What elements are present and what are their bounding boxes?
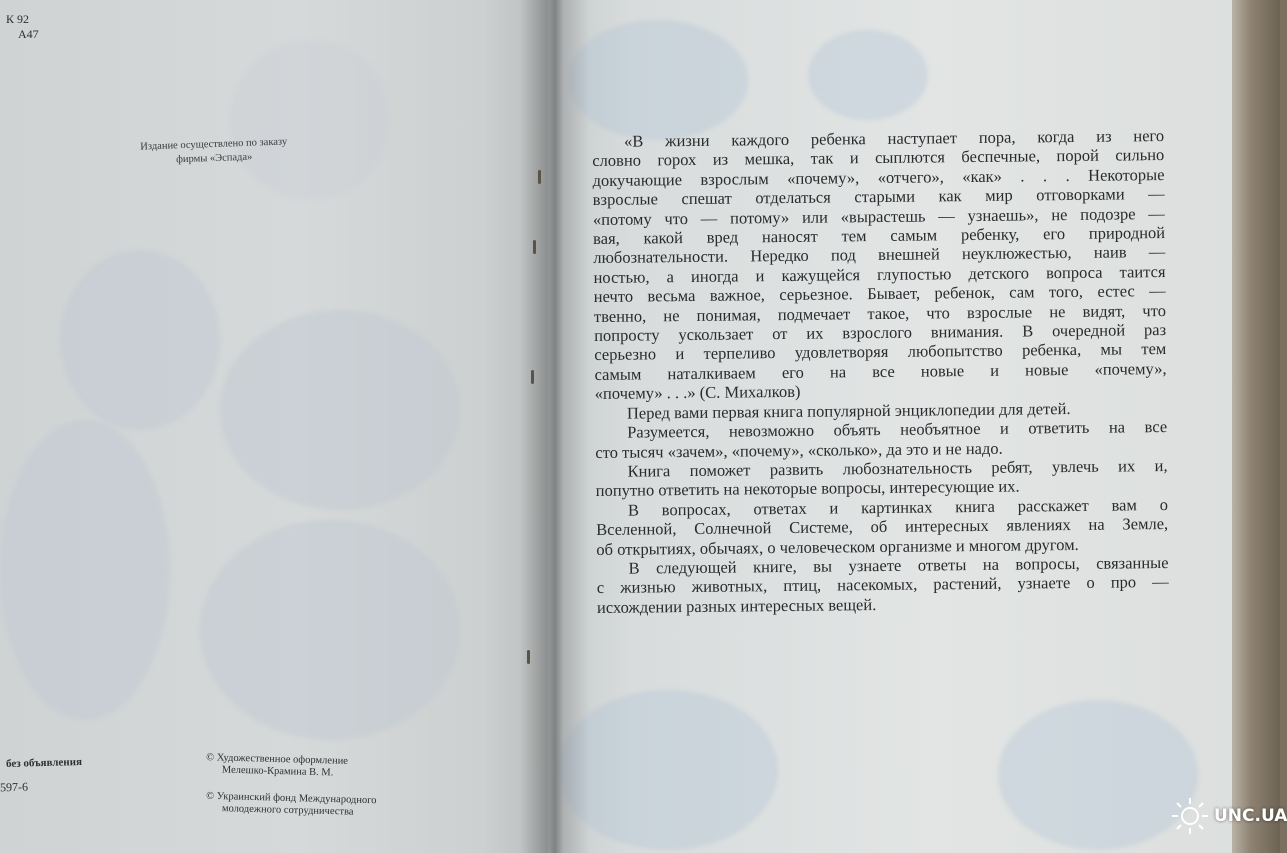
text-line: исхождении разных интересных вещей. <box>596 594 877 617</box>
faded-illustration <box>200 520 460 740</box>
copyright-line: молодежного сотрудничества <box>221 803 354 818</box>
faded-illustration <box>230 40 390 200</box>
text-line: Вселенной, Солнечной Системе, об интересных явлениях на Земле, <box>596 514 1169 540</box>
text-line: Перед вами первая книга популярной энциклопедии для детей. <box>626 398 1071 423</box>
text-line: самым наталкиваем его на все новые и новые «почему», <box>594 358 1167 384</box>
copyright-line: © Художественное оформление <box>206 752 349 767</box>
no-announcement-label: без объявления <box>5 756 83 770</box>
watermark-text: UNC.UA <box>1214 806 1287 826</box>
faded-illustration <box>558 690 778 850</box>
text-line: с жизнью животных, птиц, насекомых, растений, узнаете о про — <box>596 572 1169 598</box>
isbn-fragment: 597-6 <box>0 779 29 795</box>
faded-illustration <box>808 30 928 120</box>
staple <box>527 650 530 664</box>
text-line: взрослые спешат отделаться старыми как мир отговорками — <box>592 184 1165 210</box>
paragraph <box>596 495 1169 559</box>
paragraph <box>592 126 1167 404</box>
book-spine <box>520 0 590 853</box>
faded-illustration <box>0 420 170 720</box>
text-line: Разумеется, невозможно объять необъятное и ответить на все <box>627 417 1168 442</box>
text-line: «почему» . . .» (С. Михалков) <box>594 382 801 404</box>
text-line: докучающие взрослым «почему», «отчего», «как» . . . Некоторые <box>592 164 1165 190</box>
text-line: серьезно и терпеливо удовлетворяя любопытство ребенка, мы тем <box>594 339 1167 365</box>
left-page <box>0 0 548 853</box>
copyright-fund <box>206 791 377 819</box>
text-line: нечто весьма важное, серьезное. Бывает, ребенок, сам того, естес — <box>593 281 1166 307</box>
catalog-code: К 92 <box>6 12 30 26</box>
copyright-line: Мелешко-Крамина В. М. <box>221 764 334 779</box>
copyright-line: © Украинский фонд Международного <box>206 790 377 807</box>
staple <box>538 170 541 184</box>
text-line: об открытиях, обычаях, о человеческом организме и многом другом. <box>596 534 1079 559</box>
text-line: В вопросах, ответах и картинках книга расскажет вам о <box>627 494 1169 520</box>
staple <box>533 240 536 254</box>
text-line: «потому что — потому» или «вырастешь — узнаешь», не подозре — <box>592 203 1165 229</box>
text-line: В следующей книге, вы узнаете ответы на вопросы, связанные <box>628 552 1169 578</box>
faded-illustration <box>568 20 748 140</box>
preface-text <box>592 126 1169 617</box>
site-watermark <box>1170 796 1287 836</box>
faded-illustration <box>220 310 460 510</box>
text-line: словно горох из мешка, так и сыплются беспечные, порой сильно <box>592 145 1165 171</box>
text-line: попросту ускользает от их взрослого внимания. В очередной раз <box>594 320 1167 346</box>
text-line: любознательности. Нередко под внешней неуклюжестью, наив — <box>593 242 1166 268</box>
catalog-subcode: А47 <box>18 27 39 41</box>
faded-illustration <box>998 700 1198 850</box>
paragraph <box>595 417 1167 462</box>
order-note-line: Издание осуществлено по заказу <box>140 136 288 153</box>
copyright-art <box>206 752 348 780</box>
sun-icon <box>1170 796 1210 836</box>
staple <box>531 370 534 384</box>
order-note-line: фирмы «Эспада» <box>175 151 253 166</box>
paragraph <box>596 553 1169 617</box>
table-surface <box>1232 0 1280 853</box>
text-line: вая, какой вред наносят тем самым ребенку, его природной <box>593 223 1166 249</box>
faded-illustration <box>60 250 220 430</box>
text-line: «В жизни каждого ребенка наступает пора, когда из него <box>623 126 1165 151</box>
text-line: твенно, не понимая, подмечает такое, что взрослые не видят, что <box>593 300 1166 326</box>
paragraph <box>595 456 1167 501</box>
text-line: сто тысяч «зачем», «почему», «сколько», да это и не надо. <box>595 438 1003 462</box>
text-line: ностью, а иногда и кажущейся глупостью детского вопроса таится <box>593 261 1166 287</box>
text-line: Книга поможет развить любознательность ребят, увлечь их и, <box>627 455 1168 481</box>
text-line: попутно ответить на некоторые вопросы, интересующие их. <box>595 476 1020 501</box>
